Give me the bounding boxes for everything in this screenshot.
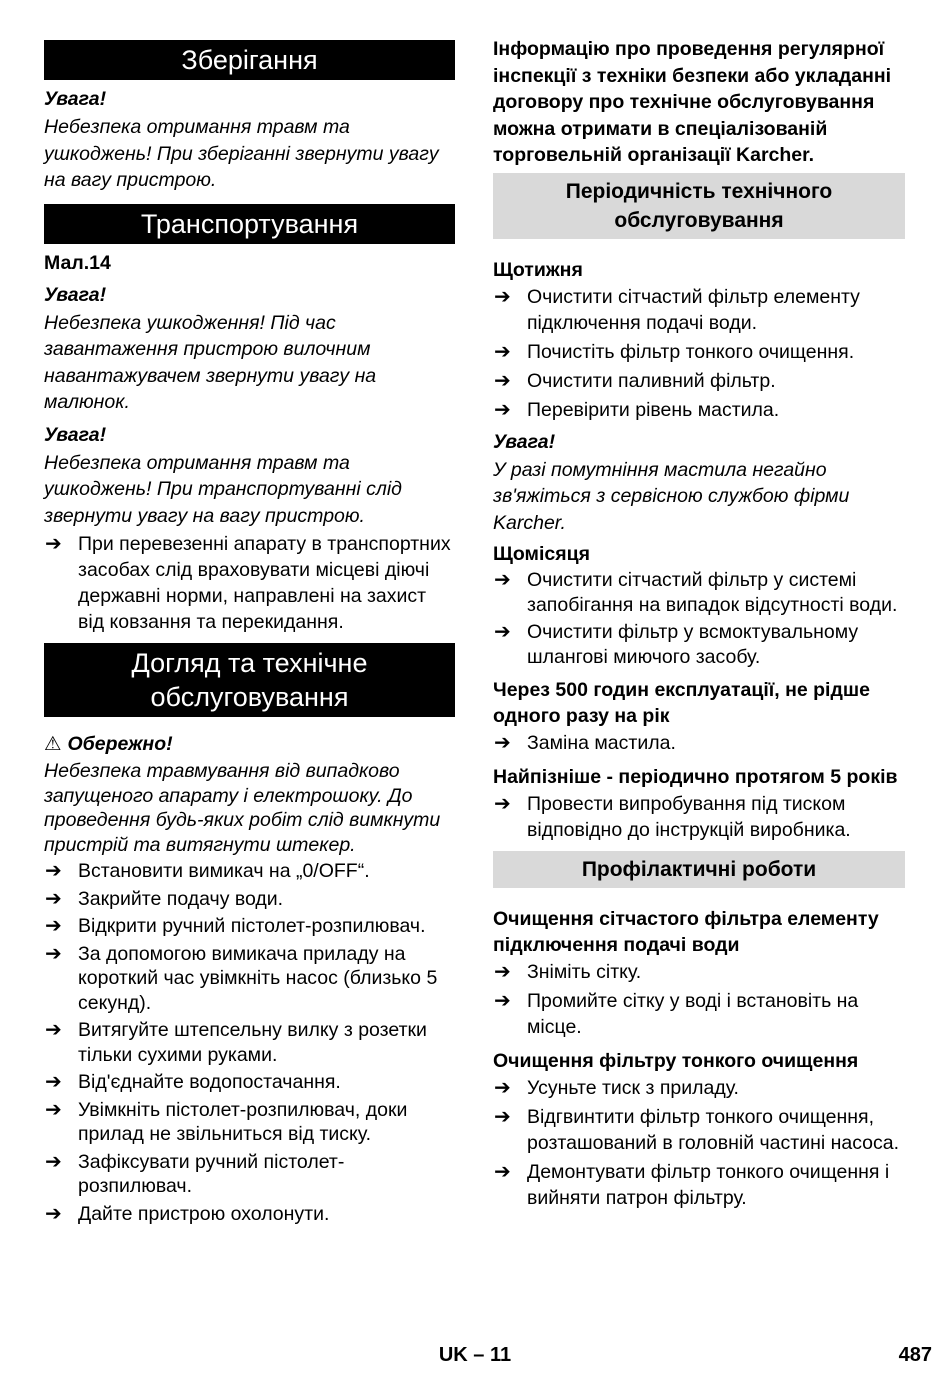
transport-figure-ref: Мал.14: [44, 251, 111, 274]
arrow-right-icon: ➔: [494, 1161, 511, 1183]
hours-title: Через 500 годин експлуатації, не рідше одного разу на рік: [493, 679, 870, 727]
list-item: ➔ Очистити паливний фільтр.: [494, 369, 776, 392]
page-number: 487: [898, 1344, 932, 1366]
years-bullet-list: [493, 791, 905, 843]
fine-bullet-list: [493, 1075, 905, 1211]
care-bullet-list: [44, 859, 455, 1226]
arrow-right-icon: ➔: [45, 533, 62, 555]
list-item: ➔ За допомогою вимикача приладу на короткий час увімкніть насос (близько 5 секунд).: [45, 942, 438, 1014]
transport-warning1-text: Небезпека ушкодження! Під час завантаження пристрою вилочним навантажувачем звернути увагу на малюнок.: [44, 311, 377, 413]
arrow-right-icon: ➔: [494, 340, 511, 363]
transport-bullet-list: [44, 531, 455, 635]
list-item: ➔ Відкрити ручний пістолет-розпилювач.: [45, 915, 426, 937]
interval-heading: Періодичність технічного обслуговування: [493, 173, 905, 239]
transport-warning1-label: Увага!: [44, 283, 107, 306]
arrow-right-icon: ➔: [494, 369, 511, 392]
arrow-right-icon: ➔: [45, 1202, 62, 1225]
transport-heading: Транспортування: [44, 204, 455, 244]
arrow-right-icon: ➔: [494, 285, 511, 308]
weekly-bullet-list: [493, 284, 905, 423]
care-caution-text: Небезпека травмування від випадково запущеного апарату і електрошоку. До проведення будь-яких робіт слід вимкнути пристрій та витягнути штекер.: [44, 760, 441, 856]
arrow-right-icon: ➔: [494, 1106, 511, 1128]
list-item: ➔ Почистіть фільтр тонкого очищення.: [494, 340, 855, 363]
list-item: ➔ Провести випробування під тиском відповідно до інструкцій виробника.: [494, 793, 851, 841]
weekly-warning-text: У разі помутніння мастила негайно зв'яжіться з сервісною службою фірми Karcher.: [493, 458, 850, 534]
arrow-right-icon: ➔: [494, 732, 511, 754]
fine-filter-title: Очищення фільтру тонкого очищення: [493, 1050, 859, 1072]
list-item: ➔ Зніміть сітку.: [494, 961, 642, 983]
list-item: ➔ Очистити фільтр у всмоктувальному шлангові миючого засобу.: [494, 621, 859, 668]
mesh-filter-title: Очищення сітчастого фільтра елементу підключення подачі води: [493, 908, 879, 956]
inspection-info-text: Інформацію про проведення регулярної інспекції з техніки безпеки або укладанні договору про технічне обслуговування можна отримати в спеціалізованій торговельній організації Karcher.: [493, 38, 892, 166]
list-item: ➔ Очистити сітчастий фільтр елементу підключення подачі води.: [494, 285, 860, 334]
arrow-right-icon: ➔: [494, 621, 511, 643]
arrow-right-icon: ➔: [494, 569, 511, 591]
list-item: ➔ Витягуйте штепсельну вилку з розетки тільки сухими руками.: [45, 1019, 427, 1066]
transport-warning2-label: Увага!: [44, 423, 107, 446]
care-heading: Догляд та технічне обслуговування: [44, 643, 455, 717]
storage-warning-text: Небезпека отримання травм та ушкоджень! При зберіганні звернути увагу на вагу пристрою.: [44, 116, 439, 191]
arrow-right-icon: ➔: [45, 1019, 62, 1041]
arrow-right-icon: ➔: [45, 887, 62, 910]
arrow-right-icon: ➔: [494, 793, 511, 815]
list-item: ➔ Увімкніть пістолет-розпилювач, доки прилад не звільниться від тиску.: [45, 1098, 408, 1145]
weekly-warning-label: Увага!: [493, 430, 556, 453]
list-item: ➔ Демонтувати фільтр тонкого очищення і вийняти патрон фільтру.: [494, 1161, 890, 1209]
monthly-title: Щомісяця: [493, 543, 590, 565]
list-item: ➔ Зафіксувати ручний пістолет-розпилювач.: [45, 1150, 345, 1197]
years-title: Найпізніше - періодично протягом 5 років: [493, 766, 898, 788]
arrow-right-icon: ➔: [494, 398, 511, 421]
list-item: ➔ Від'єднайте водопостачання.: [45, 1071, 341, 1093]
footer-section-label: UK – 11: [438, 1344, 512, 1366]
mesh-bullet-list: [493, 959, 905, 1040]
list-item: ➔ Закрийте подачу води.: [45, 887, 284, 910]
warning-triangle-icon: ⚠: [44, 733, 62, 755]
left-column: [44, 36, 455, 1229]
list-item: ➔ Перевірити рівень мастила.: [494, 398, 780, 421]
arrow-right-icon: ➔: [45, 942, 62, 965]
care-caution-label: ⚠ Обережно!: [44, 733, 173, 755]
arrow-right-icon: ➔: [494, 961, 511, 983]
weekly-title: Щотижня: [493, 258, 583, 281]
arrow-right-icon: ➔: [494, 1077, 511, 1099]
arrow-right-icon: ➔: [45, 1071, 62, 1093]
storage-heading: Зберігання: [44, 40, 455, 80]
list-item: ➔ Усуньте тиск з приладу.: [494, 1077, 739, 1099]
arrow-right-icon: ➔: [45, 915, 62, 937]
hours-bullet-list: [493, 730, 905, 756]
list-item: ➔ Дайте пристрою охолонути.: [45, 1202, 330, 1225]
list-item: ➔ Встановити вимикач на „0/OFF“.: [45, 860, 370, 882]
list-item: ➔ Відгвинтити фільтр тонкого очищення, розташований в головній частині насоса.: [494, 1106, 900, 1154]
right-column: [493, 36, 905, 1214]
arrow-right-icon: ➔: [45, 1150, 62, 1173]
list-item: ➔ Очистити сітчастий фільтр у системі запобігання на випадок відсутності води.: [494, 569, 898, 616]
list-item: ➔ При перевезенні апарату в транспортних засобах слід враховувати місцеві діючі державні норми, направлені на захист від ковзання та перекидання.: [45, 533, 451, 633]
list-item: ➔ Заміна мастила.: [494, 732, 676, 754]
arrow-right-icon: ➔: [45, 1098, 62, 1121]
monthly-bullet-list: [493, 568, 905, 669]
arrow-right-icon: ➔: [45, 860, 62, 882]
arrow-right-icon: ➔: [494, 990, 511, 1012]
storage-warning-label: Увага!: [44, 88, 107, 110]
transport-warning2-text: Небезпека отримання травм та ушкоджень! При транспортуванні слід звернути увагу на вагу пристрою.: [44, 451, 402, 527]
list-item: ➔ Промийте сітку у воді і встановіть на місце.: [494, 990, 859, 1038]
maintenance-heading: Профілактичні роботи: [493, 851, 905, 888]
